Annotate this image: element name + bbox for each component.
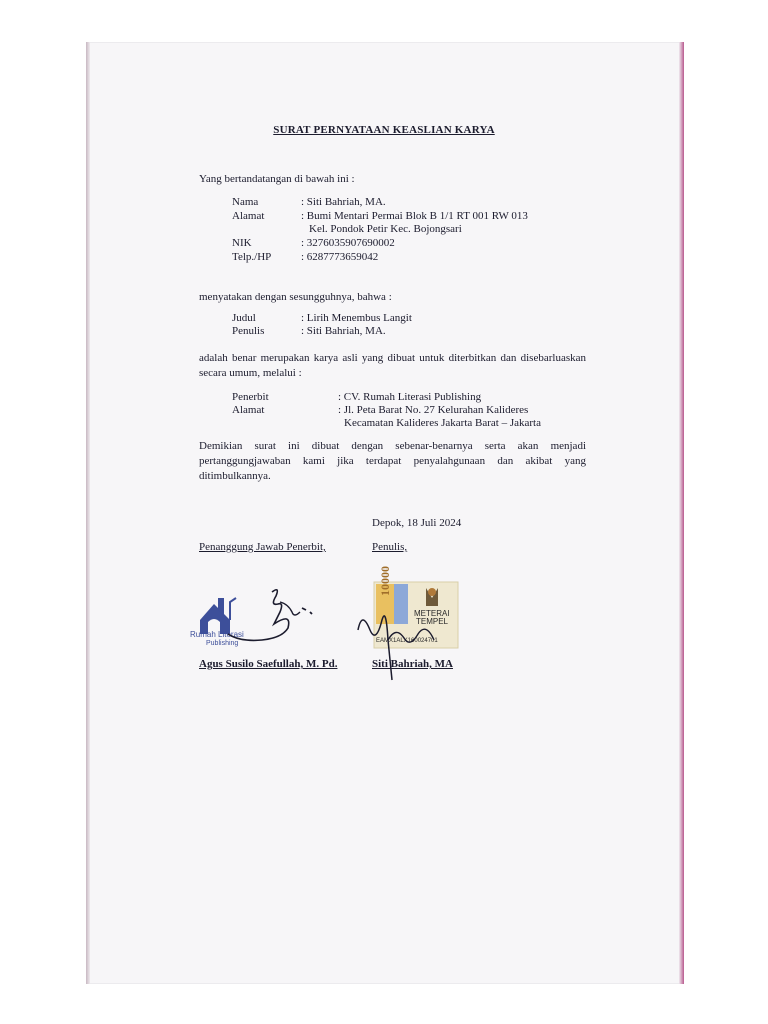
publisher-alamat-line-2: Kecamatan Kalideres Jakarta Barat – Jakarta bbox=[344, 417, 541, 429]
document-title: SURAT PERNYATAAN KEASLIAN KARYA bbox=[273, 124, 495, 136]
right-signatory-name: Siti Bahriah, MA bbox=[372, 658, 453, 670]
right-handwritten-signature bbox=[352, 600, 462, 684]
paragraph-originality: adalah benar merupakan karya asli yang dibuat untuk diterbitkan dan disebarluaskan secara umum, melalui : bbox=[199, 352, 586, 379]
place-date: Depok, 18 Juli 2024 bbox=[372, 517, 462, 529]
penulis-value: : Siti Bahriah, MA. bbox=[301, 325, 386, 337]
stamp-value: 10000 bbox=[378, 566, 392, 596]
telp-value: : 6287773659042 bbox=[301, 251, 379, 263]
publisher-alamat-line-1: : Jl. Peta Barat No. 27 Kelurahan Kalideres bbox=[338, 404, 529, 416]
publisher-alamat-label: Alamat bbox=[232, 404, 265, 416]
logo-text-line-1: Rumah Literasi bbox=[190, 630, 244, 639]
paper-left-edge bbox=[86, 42, 90, 984]
nama-value: : Siti Bahriah, MA. bbox=[301, 196, 386, 208]
statement-text: menyatakan dengan sesungguhnya, bahwa : bbox=[199, 291, 392, 303]
intro-text: Yang bertandatangan di bawah ini : bbox=[199, 173, 355, 185]
stamp-label-1: METERAI bbox=[414, 609, 450, 618]
stamp-label-2: TEMPEL bbox=[416, 617, 449, 626]
nik-label: NIK bbox=[232, 237, 252, 249]
alamat-value-line-2: Kel. Pondok Petir Kec. Bojongsari bbox=[309, 223, 462, 235]
right-signature-role: Penulis, bbox=[372, 541, 408, 553]
left-signatory-name: Agus Susilo Saefullah, M. Pd. bbox=[199, 658, 338, 670]
logo-text-line-2: Publishing bbox=[206, 640, 239, 647]
alamat-label: Alamat bbox=[232, 210, 265, 222]
nik-value: : 3276035907690002 bbox=[301, 237, 395, 249]
left-signature-role: Penanggung Jawab Penerbit, bbox=[199, 541, 326, 553]
alamat-value-line-1: : Bumi Mentari Permai Blok B 1/1 RT 001 RW 013 bbox=[301, 210, 528, 222]
penulis-label: Penulis bbox=[232, 325, 265, 337]
nama-label: Nama bbox=[232, 196, 259, 208]
judul-label: Judul bbox=[232, 312, 256, 324]
penerbit-value: : CV. Rumah Literasi Publishing bbox=[338, 391, 482, 403]
paragraph-closing: Demikian surat ini dibuat dengan sebenar-benarnya serta akan menjadi pertanggungjawaban kami jika terdapat penyalahgunaan dan akibat yang ditimbulkannya. bbox=[199, 440, 586, 482]
telp-label: Telp./HP bbox=[232, 251, 272, 263]
penerbit-label: Penerbit bbox=[232, 391, 269, 403]
left-handwritten-signature bbox=[222, 582, 332, 652]
paper-right-edge bbox=[679, 42, 684, 984]
stamp-serial: EAMX1ALX160024701 bbox=[376, 638, 438, 644]
document-paper bbox=[86, 42, 683, 984]
judul-value: : Lirih Menembus Langit bbox=[301, 312, 412, 324]
